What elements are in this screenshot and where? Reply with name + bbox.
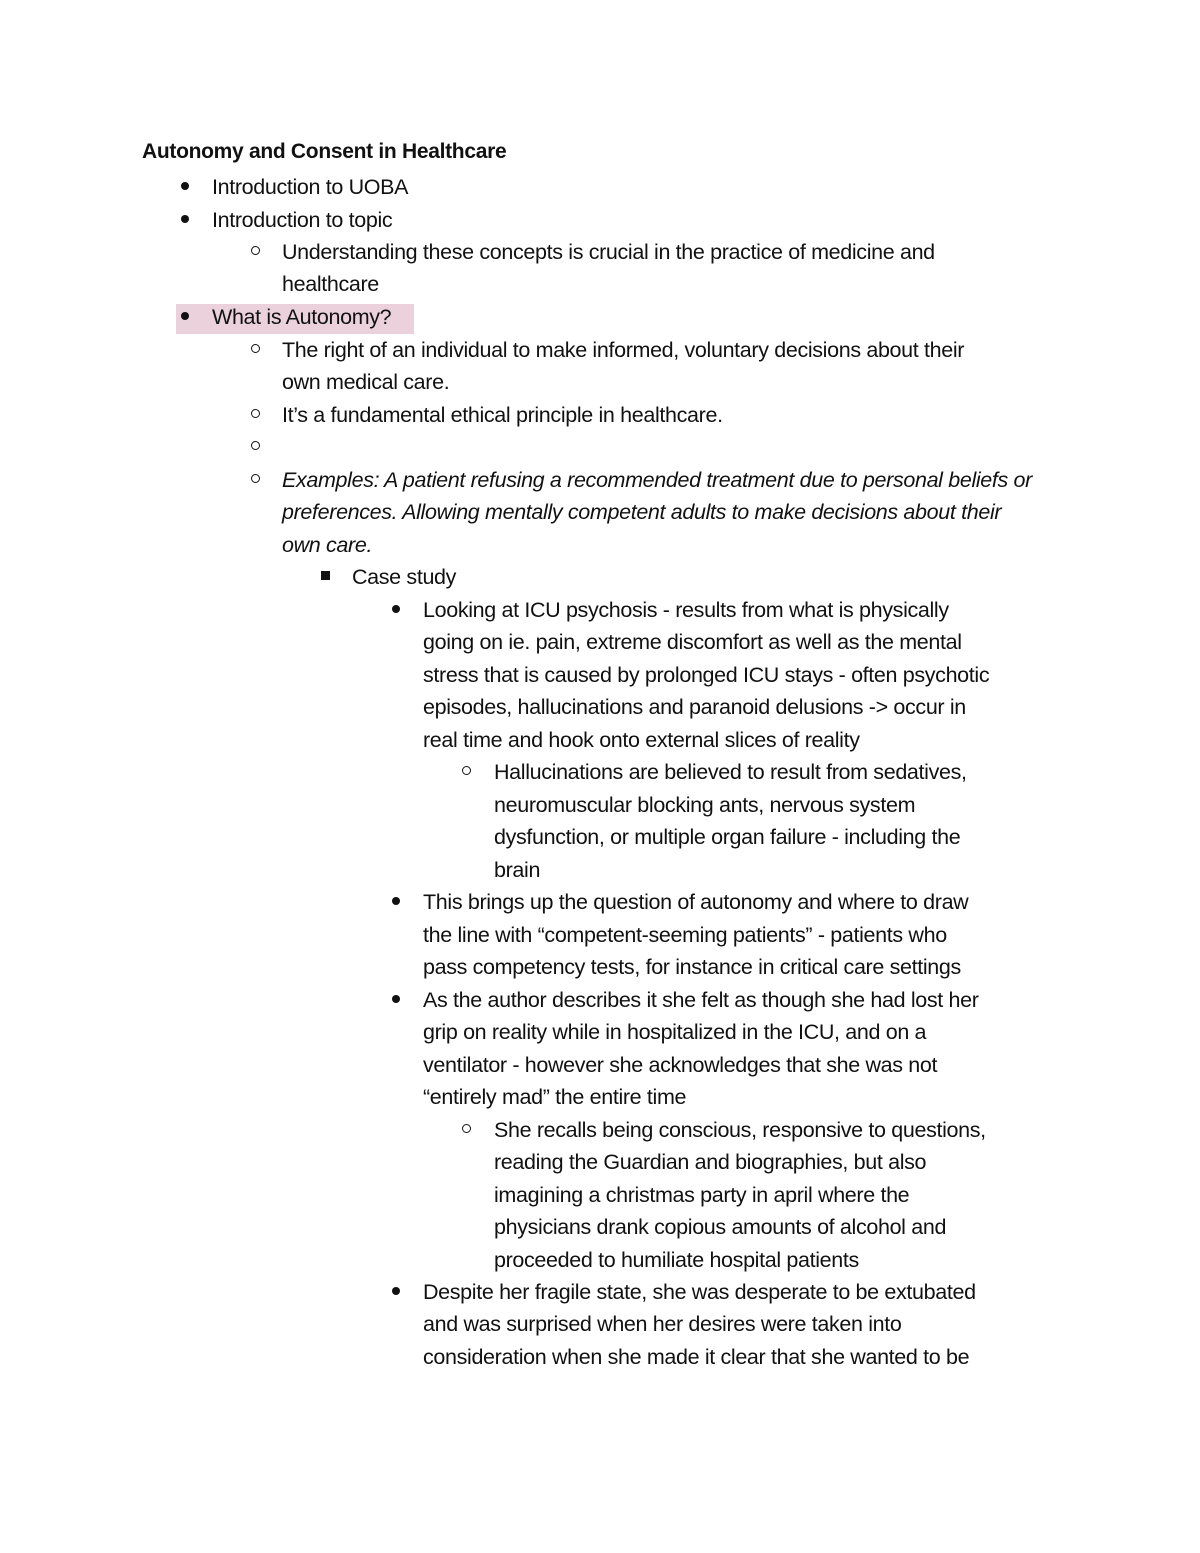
list-item: Understanding these concepts is crucial in the practice of medicine and	[282, 240, 935, 264]
bullet-dot	[176, 171, 194, 204]
list-item-continuation: dysfunction, or multiple organ failure - including the	[494, 825, 961, 849]
bullet-dot	[387, 594, 405, 627]
list-item-continuation: physicians drank copious amounts of alcohol and	[494, 1215, 947, 1239]
bullet-circle	[246, 464, 264, 497]
list-item: As the author describes it she felt as though she had lost her	[423, 988, 979, 1012]
list-item: Introduction to topic	[212, 208, 393, 232]
bullet-dot	[387, 1276, 405, 1309]
bullet-circle	[457, 1114, 475, 1147]
bullet-dot	[387, 984, 405, 1017]
bullet-circle	[246, 399, 264, 432]
list-item-continuation: the line with “competent-seeming patients” - patients who	[423, 923, 947, 947]
list-item: Looking at ICU psychosis - results from what is physically	[423, 598, 949, 622]
bullet-dot	[387, 886, 405, 919]
list-item: Despite her fragile state, she was desperate to be extubated	[423, 1280, 976, 1304]
list-item-continuation: preferences. Allowing mentally competent adults to make decisions about their	[282, 500, 1002, 524]
list-item-continuation: reading the Guardian and biographies, but also	[494, 1150, 927, 1174]
bullet-circle	[246, 334, 264, 367]
bullet-dot	[176, 301, 194, 334]
list-item-continuation: “entirely mad” the entire time	[423, 1085, 687, 1109]
list-item-continuation: pass competency tests, for instance in critical care settings	[423, 955, 961, 979]
list-item-continuation: imagining a christmas party in april where the	[494, 1183, 910, 1207]
list-item-continuation: real time and hook onto external slices of reality	[423, 728, 860, 752]
list-item-continuation: consideration when she made it clear that she wanted to be	[423, 1345, 970, 1369]
bullet-square	[316, 561, 334, 594]
list-item: Case study	[352, 565, 457, 589]
list-item: Introduction to UOBA	[212, 175, 409, 199]
bullet-dot	[176, 204, 194, 237]
list-item: It’s a fundamental ethical principle in healthcare.	[282, 403, 723, 427]
list-item-continuation: own medical care.	[282, 370, 450, 394]
list-item-continuation: stress that is caused by prolonged ICU stays - often psychotic	[423, 663, 990, 687]
document-title: Autonomy and Consent in Healthcare	[142, 140, 507, 163]
list-item-continuation: ventilator - however she acknowledges that she was not	[423, 1053, 938, 1077]
list-item-continuation: proceeded to humiliate hospital patients	[494, 1248, 859, 1272]
list-item-continuation: brain	[494, 858, 541, 882]
bullet-circle	[246, 431, 264, 464]
bullet-circle	[246, 236, 264, 269]
bullet-circle	[457, 756, 475, 789]
list-item-continuation: episodes, hallucinations and paranoid delusions -> occur in	[423, 695, 966, 719]
list-item-highlighted: What is Autonomy?	[212, 305, 392, 329]
list-item-examples: Examples: A patient refusing a recommended treatment due to personal beliefs or	[282, 468, 1032, 492]
list-item: She recalls being conscious, responsive to questions,	[494, 1118, 986, 1142]
list-item-continuation: grip on reality while in hospitalized in the ICU, and on a	[423, 1020, 927, 1044]
list-item-continuation: own care.	[282, 533, 373, 557]
list-item-continuation: going on ie. pain, extreme discomfort as well as the mental	[423, 630, 962, 654]
list-item: Hallucinations are believed to result from sedatives,	[494, 760, 967, 784]
list-item-continuation: healthcare	[282, 272, 379, 296]
list-item: The right of an individual to make informed, voluntary decisions about their	[282, 338, 965, 362]
list-item: This brings up the question of autonomy and where to draw	[423, 890, 969, 914]
list-item-continuation: and was surprised when her desires were taken into	[423, 1312, 902, 1336]
list-item-continuation: neuromuscular blocking ants, nervous system	[494, 793, 916, 817]
